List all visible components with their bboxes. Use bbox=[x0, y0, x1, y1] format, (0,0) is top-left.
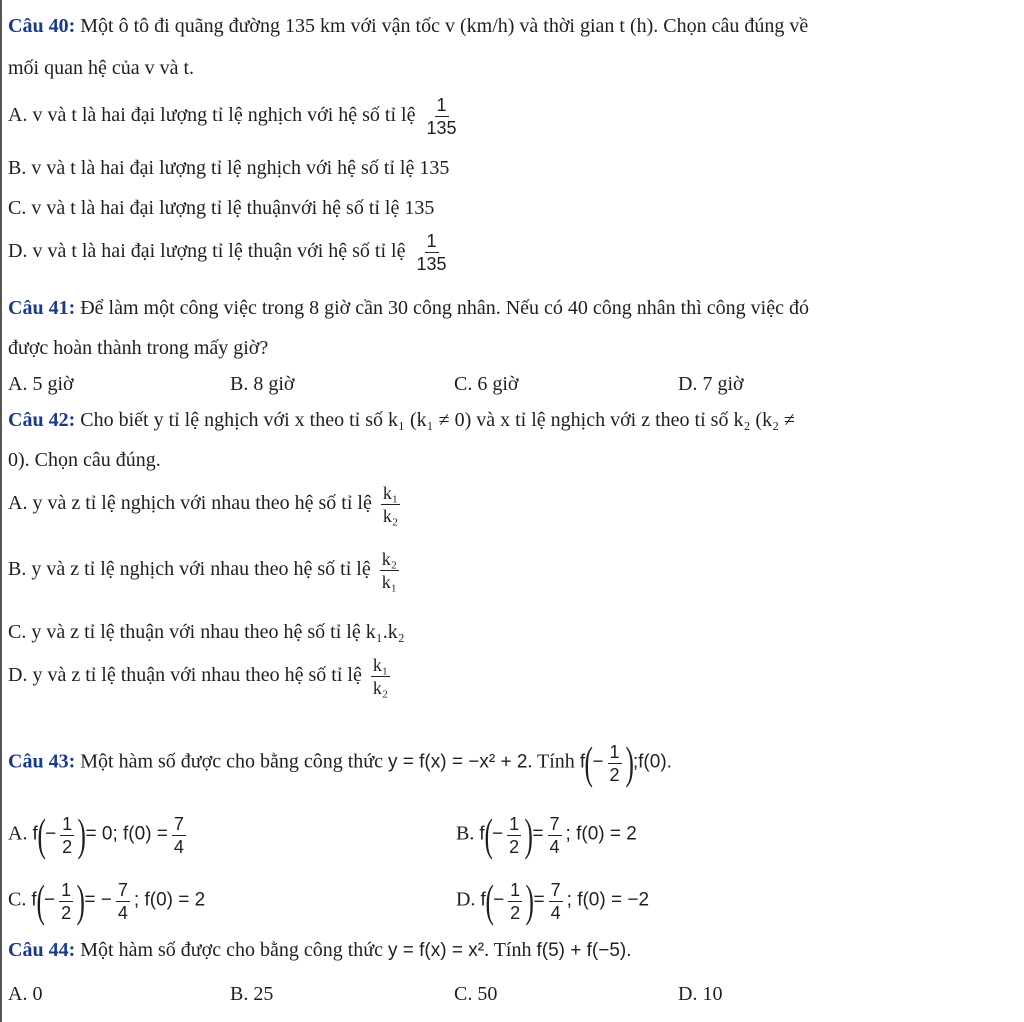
fraction: $\frac{1}{135}$ bbox=[416, 231, 447, 274]
question-42-label: Câu 42: bbox=[8, 409, 76, 431]
fraction: $\frac{\text{k₁}}{\text{k₂}}$ bbox=[382, 483, 399, 526]
product-expression: k₁.k₂ bbox=[365, 621, 405, 643]
question-43-option-d: D. f(− $\frac{1}{2}$ )= $\frac{7}{4}$ ; f(0) = −2 bbox=[456, 875, 650, 926]
question-41-option-b: B. 8 giờ bbox=[230, 373, 295, 395]
question-41-line2: được hoàn thành trong mấy giờ? bbox=[8, 337, 269, 359]
question-40-option-b: B. v và t là hai đại lượng tỉ lệ nghịch với hệ số tỉ lệ 135 bbox=[8, 157, 450, 179]
page-left-border bbox=[0, 0, 2, 1022]
function-formula: y = f(x) = x² bbox=[388, 940, 485, 961]
function-formula: y = f(x) = −x² + 2 bbox=[388, 751, 528, 773]
question-41-label: Câu 41: bbox=[8, 297, 76, 319]
question-42-option-d: D. y và z tỉ lệ thuận với nhau theo hệ số tỉ lệ $\frac{\text{k₁}}{\text{k₂}}$ bbox=[8, 655, 389, 698]
question-41-text: Để làm một công việc trong 8 giờ cần 30 công nhân. Nếu có 40 công nhân thì công việc đó bbox=[75, 297, 809, 319]
question-43-option-c: C. f(− $\frac{1}{2}$ )= − $\frac{7}{4}$ ; f(0) = 2 bbox=[8, 875, 206, 926]
question-43-option-b: B. f(− $\frac{1}{2}$ )= $\frac{7}{4}$ ; f(0) = 2 bbox=[456, 809, 637, 860]
question-42-text: Cho biết y tỉ lệ nghịch với x theo tỉ số k₁ (k₁ ≠ 0) và x tỉ lệ nghịch với z theo tỉ số k₂ (k₂ ≠ bbox=[75, 409, 796, 431]
question-42-option-a: A. y và z tỉ lệ nghịch với nhau theo hệ số tỉ lệ $\frac{\text{k₁}}{\text{k₂}}$ bbox=[8, 483, 399, 526]
question-42-line1 bbox=[8, 408, 1016, 432]
question-42-line2: 0). Chọn câu đúng. bbox=[8, 449, 161, 471]
question-44-line1: Câu 44: Một hàm số được cho bằng công thức y = f(x) = x². Tính f(5) + f(−5). bbox=[8, 939, 632, 961]
question-42-option-b: B. y và z tỉ lệ nghịch với nhau theo hệ số tỉ lệ $\frac{\text{k₂}}{\text{k₁}}$ bbox=[8, 549, 398, 592]
fraction: $\frac{\text{k₁}}{\text{k₂}}$ bbox=[372, 655, 389, 698]
question-43-option-a: A. f(− $\frac{1}{2}$ )= 0; f(0) = $\frac{7}{4}$ bbox=[8, 809, 184, 860]
expression: f(5) + f(−5). bbox=[536, 940, 632, 961]
question-44-option-b: B. 25 bbox=[230, 983, 274, 1005]
question-40-text: Một ô tô đi quãng đường 135 km với vận tốc v (km/h) và thời gian t (h). Chọn câu đúng về bbox=[75, 15, 809, 37]
fraction: $\frac{1}{135}$ bbox=[426, 95, 457, 138]
question-40-option-c: C. v và t là hai đại lượng tỉ lệ thuậnvới hệ số tỉ lệ 135 bbox=[8, 197, 435, 219]
question-40-option-d: D. v và t là hai đại lượng tỉ lệ thuận với hệ số tỉ lệ $\frac{1}{135}$ bbox=[8, 231, 447, 274]
fraction: $\frac{1}{2}$ bbox=[609, 741, 620, 785]
question-40-line2: mối quan hệ của v và t. bbox=[8, 57, 195, 79]
question-41-option-c: C. 6 giờ bbox=[454, 373, 519, 395]
question-40-label: Câu 40: bbox=[8, 15, 76, 37]
question-44-option-d: D. 10 bbox=[678, 983, 723, 1005]
question-44-option-a: A. 0 bbox=[8, 983, 43, 1005]
question-42-option-c: C. y và z tỉ lệ thuận với nhau theo hệ số tỉ lệ k₁.k₂ bbox=[8, 621, 405, 643]
question-44-option-c: C. 50 bbox=[454, 983, 498, 1005]
question-40-option-a: A. v và t là hai đại lượng tỉ lệ nghịch với hệ số tỉ lệ $\frac{1}{135}$ bbox=[8, 95, 457, 138]
fraction: $\frac{\text{k₂}}{\text{k₁}}$ bbox=[381, 549, 398, 592]
question-41-option-a: A. 5 giờ bbox=[8, 373, 74, 395]
question-41-option-d: D. 7 giờ bbox=[678, 373, 744, 395]
question-41-line1 bbox=[8, 296, 1016, 320]
question-43-line1: Câu 43: Một hàm số được cho bằng công thức y = f(x) = −x² + 2. Tính f(− $\frac{1}{2}$ );f(0). bbox=[8, 737, 672, 788]
question-43-label: Câu 43: bbox=[8, 750, 76, 773]
question-40-line1 bbox=[8, 14, 1016, 38]
question-44-label: Câu 44: bbox=[8, 939, 76, 961]
